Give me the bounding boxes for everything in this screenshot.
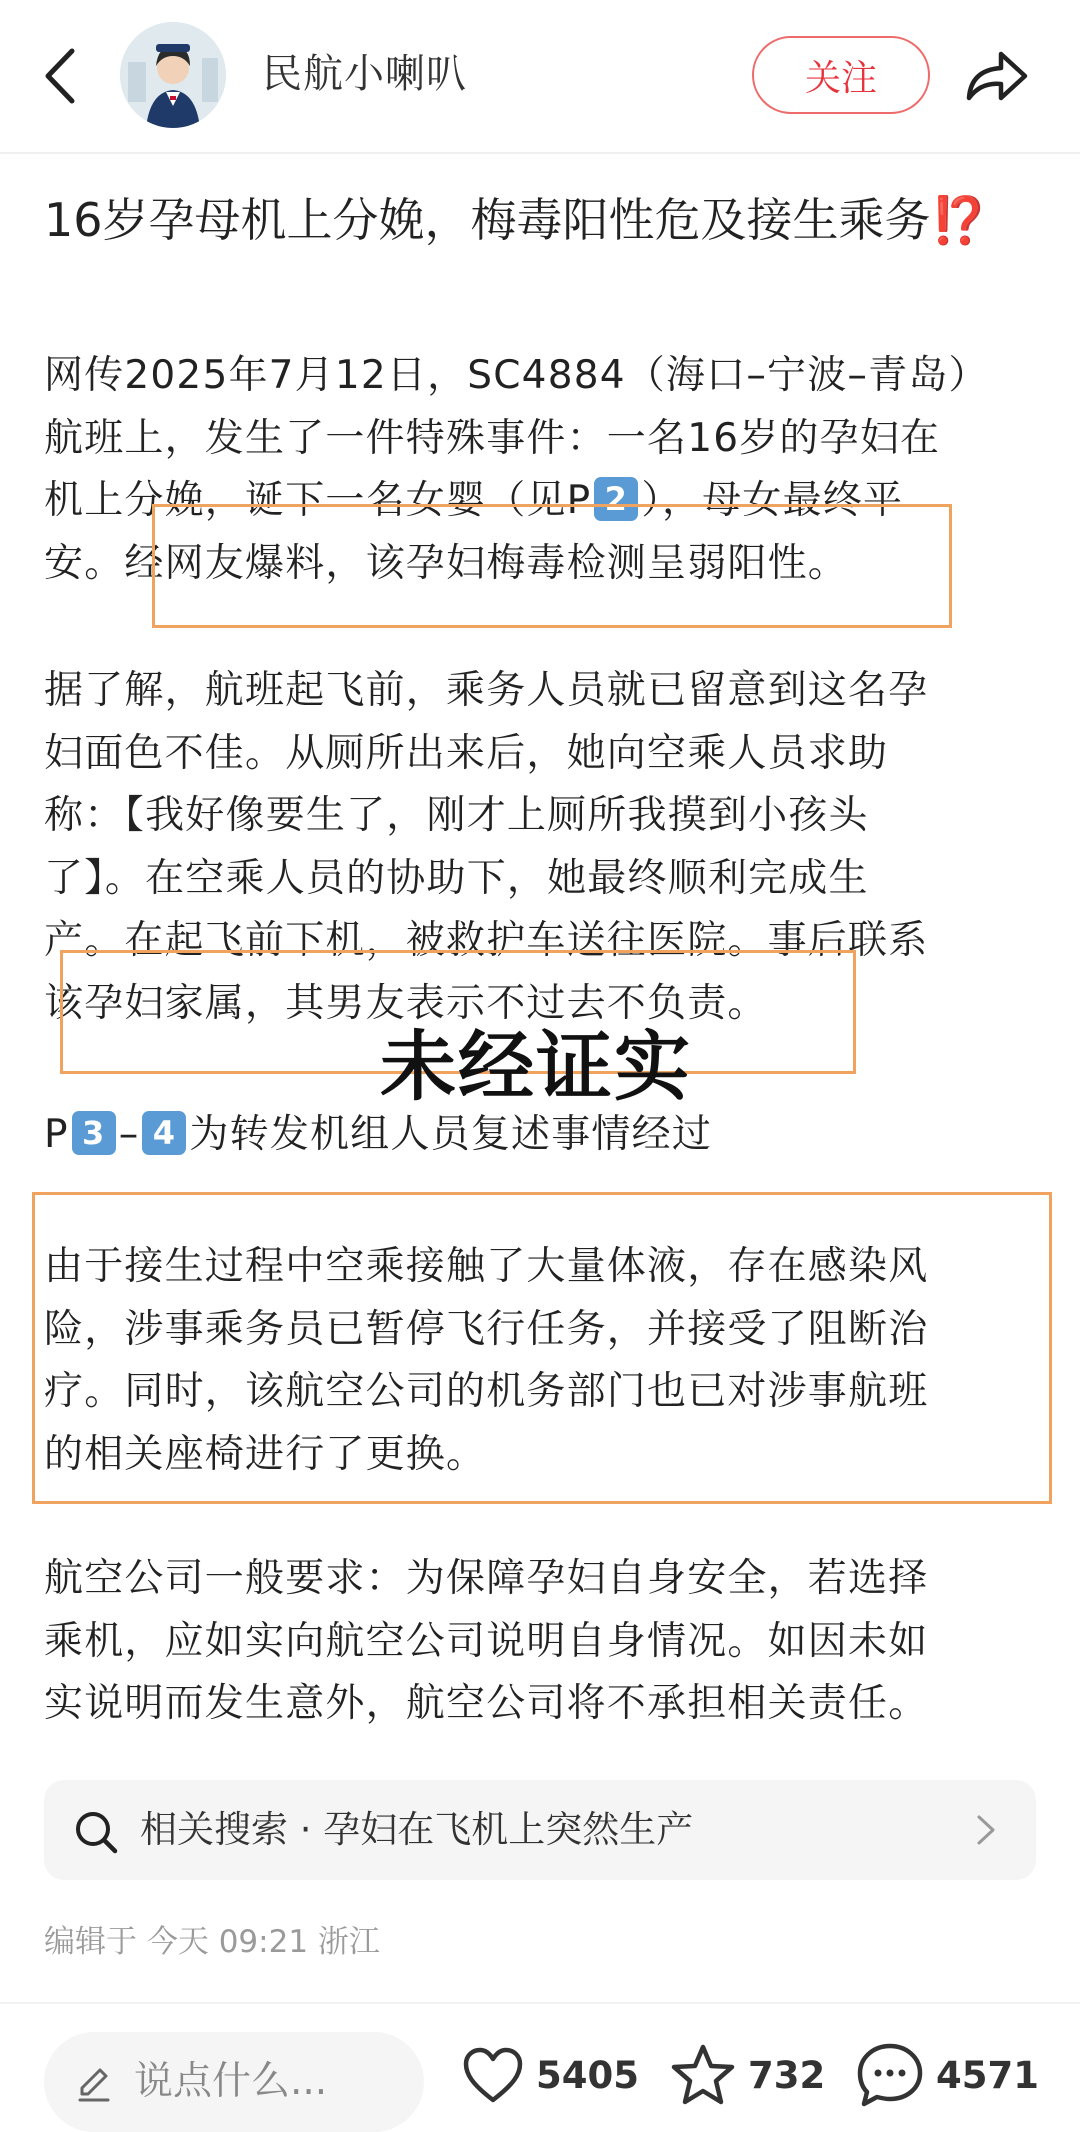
comment-count: 4571 — [936, 2053, 1039, 2097]
unverified-stamp: 未经证实 — [380, 1022, 692, 1111]
interrobang-icon: ⁉️ — [930, 193, 988, 247]
text-segment: – — [118, 1112, 140, 1157]
follow-button[interactable]: 关注 — [752, 36, 930, 114]
post-title — [44, 188, 1044, 252]
like-count: 5405 — [536, 2053, 639, 2097]
text-line: 由于接生过程中空乘接触了大量体液，存在感染风 — [44, 1244, 929, 1289]
comment-input[interactable] — [44, 2032, 424, 2132]
comment-placeholder: 说点什么... — [134, 2059, 328, 2104]
text-line — [44, 470, 1044, 533]
chevron-right-icon — [974, 1814, 998, 1846]
paragraph-1 — [44, 345, 1044, 595]
text-segment: P — [44, 1112, 69, 1157]
keycap-3-icon: 3 — [72, 1111, 116, 1155]
keycap-4-icon: 4 — [142, 1111, 186, 1155]
text-line — [44, 1104, 1044, 1167]
text-line: 的相关座椅进行了更换。 — [44, 1431, 487, 1477]
text-segment: ），母女最终平 — [641, 478, 904, 523]
author-name[interactable]: 民航小喇叭 — [262, 51, 467, 97]
pen-icon — [74, 2064, 114, 2104]
related-search-bar[interactable] — [44, 1780, 1036, 1880]
text-line: 险，涉事乘务员已暂停飞行任务，并接受了阻断治 — [44, 1306, 929, 1352]
like-button[interactable] — [462, 2040, 639, 2110]
bottom-divider — [0, 2002, 1080, 2004]
text-segment: 为转发机组人员复述事情经过 — [189, 1112, 713, 1157]
back-button[interactable] — [30, 38, 90, 114]
text-line: 安。经网友爆料，该孕妇梅毒检测呈弱阳性。 — [44, 540, 849, 586]
title-text: 16岁孕母机上分娩，梅毒阳性危及接生乘务 — [44, 193, 931, 247]
text-line: 航空公司一般要求：为保障孕妇自身安全，若选择 — [44, 1556, 929, 1601]
header-divider — [0, 152, 1080, 154]
paragraph-3 — [44, 1104, 1044, 1167]
paragraph-2 — [44, 660, 1044, 1035]
text-line: 称：【我好像要生了，刚才上厕所我摸到小孩头 — [44, 793, 869, 838]
edit-info: 编辑于 今天 09:21 浙江 — [44, 1924, 380, 1960]
text-line: 据了解，航班起飞前，乘务人员就已留意到这名孕 — [44, 668, 929, 713]
text-line: 妇面色不佳。从厕所出来后，她向空乘人员求助 — [44, 730, 889, 776]
avatar-image — [120, 22, 226, 128]
text-line: 了】。在空乘人员的协助下，她最终顺利完成生 — [44, 855, 869, 901]
text-line: 航班上，发生了一件特殊事件：一名16岁的孕妇在 — [44, 415, 941, 461]
top-bar — [0, 0, 1080, 152]
paragraph-4 — [44, 1236, 1044, 1486]
text-segment: 机上分娩，诞下一名女婴（见P — [44, 478, 592, 523]
back-arrow-icon — [42, 47, 78, 105]
comment-bubble-icon — [856, 2042, 924, 2108]
text-line: 网传2025年7月12日，SC4884（海口–宁波–青岛） — [44, 353, 989, 398]
text-line: 该孕妇家属，其男友表示不过去不负责。 — [44, 980, 768, 1026]
text-line: 疗。同时，该航空公司的机务部门也已对涉事航班 — [44, 1369, 929, 1414]
text-line: 产。在起飞前下机，被救护车送往医院。事后联系 — [44, 918, 929, 963]
heart-icon — [462, 2046, 524, 2104]
share-button[interactable] — [958, 38, 1034, 114]
search-icon — [74, 1810, 118, 1854]
text-line: 实说明而发生意外，航空公司将不承担相关责任。 — [44, 1681, 929, 1726]
avatar[interactable] — [120, 22, 226, 128]
share-icon — [963, 48, 1029, 104]
comment-button[interactable] — [856, 2040, 1039, 2110]
star-icon — [670, 2043, 736, 2107]
star-count: 732 — [748, 2053, 826, 2097]
star-button[interactable] — [670, 2040, 825, 2110]
paragraph-5 — [44, 1548, 1044, 1736]
related-search-label: 相关搜索 · 孕妇在飞机上突然生产 — [140, 1808, 694, 1851]
keycap-2-icon: 2 — [594, 477, 638, 521]
text-line: 乘机，应如实向航空公司说明自身情况。如因未如 — [44, 1618, 929, 1664]
